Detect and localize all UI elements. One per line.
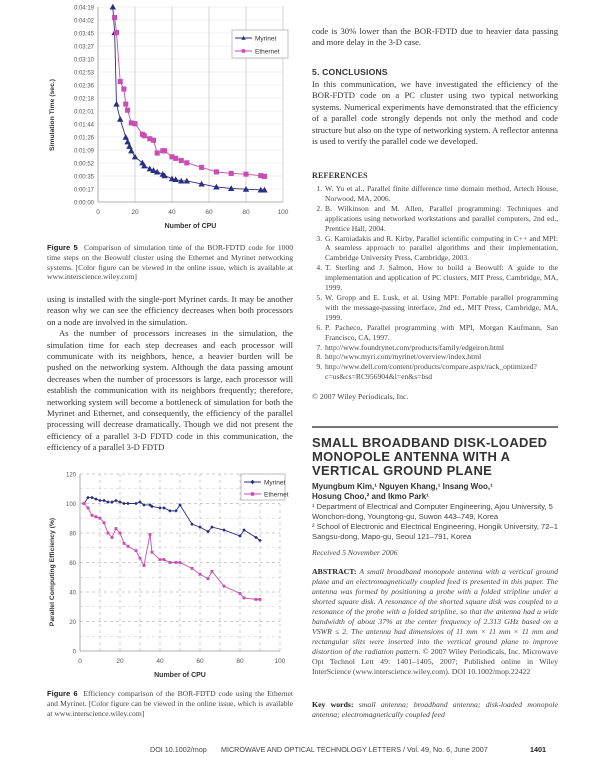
y-tick-label: 0:00:17 (73, 187, 94, 194)
authors-line-2: Hosung Choo,² and Ikmo Park¹ (312, 492, 429, 501)
conclusions-text: In this communication, we have investigated the efficiency of the BOR-FDTD code on a PC cluster using two typical networking systems. Numerical experiments have demonstrated that the efficiency of a parallel code strongly depends not only the method and code structure but also on the type of networking system. A reflector antenna is used to verify the parallel code we developed. (312, 79, 558, 147)
y-tick-label: 0:02:36 (73, 83, 94, 90)
y-tick-label: 60 (69, 561, 76, 567)
x-tick-label: 100 (277, 209, 289, 216)
references-list (312, 184, 558, 382)
left-body-text (47, 294, 293, 454)
abstract-label: ABSTRACT: (312, 567, 357, 576)
reference-item: 4. T. Sterling and J. Salmon, How to build a Beowulf: A guide to the implementation and application of PC clusters, MIT Press, Cambridge, MA, 1999. (324, 263, 558, 293)
x-tick-label: 60 (205, 209, 213, 216)
affiliation-2: ² School of Electronic and Electrical Engineering, Hongik University, 72–1 Sangsu-dong, Mapo-gu, Seoul 121–791, Korea (312, 522, 558, 541)
y-tick-label: 0:04:19 (73, 5, 94, 12)
keywords-text: small antenna; broadband antenna; disk-loaded monopole antenna; electromagnetically coupled feed (312, 700, 558, 719)
legend-ethernet: Ethernet (264, 491, 289, 499)
abstract-text: A small broadband monopole antenna with a vertical ground plane and an electromagnetically coupled feed is presented in this paper. The antenna was formed by positioning a probe with a folded stripline under a shorted square disk. A resonance of the shorted square disk was coupled to a resonance of the probe with a folded stripline, so that the antenna had a wide bandwidth of about 37% at the center frequency of 2.313 GHz based on a VSWR ≤ 2. The antenna had dimensions of 11 mm × 11 mm × 11 mm and rectangular slits were inserted into the vertical ground plane to improve distortion of the radiation pattern. (312, 567, 558, 656)
footer-doi: DOI 10.1002/mop (150, 745, 207, 754)
y-tick-label: 0:03:27 (73, 44, 94, 51)
keywords-label: Key words: (312, 700, 354, 709)
y-tick-label: 40 (69, 590, 76, 597)
x-tick-label: 60 (196, 658, 204, 665)
series-ethernet (83, 502, 262, 601)
legend (241, 474, 289, 500)
y-tick-label: 0 (72, 649, 76, 656)
references-heading: REFERENCES (312, 171, 368, 180)
x-tick-label: 80 (242, 209, 250, 216)
paragraph-2: As the number of processors increases in the simulation, the simulation time for each step decreases and each processor will communicate with its neighbors, hence, a heavier burden will be pushed on the networking system. Although the data passing amount decreases when the number of processors is large, each processor will establish the communication with its neighbors frequently; therefore, networking system will become a bottleneck of simulation for both the Myrinet and Ethernet, and consequently, the efficiency of the parallel processing will decrease dramatically. Though we did not present the efficiency of a parallel 3-D FDTD code in this communication, the efficiency of a parallel 3-D FDTD (47, 328, 293, 453)
figure-6-chart (40, 462, 300, 677)
authors-line-1: Myungbum Kim,¹ Nguyen Khang,¹ Insang Woo,¹ (312, 482, 493, 491)
reference-item: 1. W. Yu et al., Parallel finite difference time domain method, Artech House, Norwood, MA, 2006. (324, 184, 558, 204)
efficiency-chart (40, 462, 300, 677)
y-axis-label: Simulation Time (sec.) (49, 78, 56, 152)
figure-6-label: Figure 6 (47, 689, 78, 698)
y-tick-label: 0:01:26 (73, 135, 94, 142)
y-tick-label: 0:03:45 (73, 31, 94, 38)
y-tick-label: 0:02:01 (73, 109, 94, 116)
copyright: © 2007 Wiley Periodicals, Inc. (312, 392, 409, 401)
y-tick-label: 0:03:10 (73, 57, 94, 64)
simulation-time-chart (40, 0, 300, 235)
series-myrinet (82, 496, 262, 542)
reference-item: 7. http://www.foundrynet.com/products/family/edgeiron.html (324, 343, 558, 353)
figure-6-caption (47, 689, 293, 718)
affiliations (312, 502, 562, 542)
legend-myrinet: Myrinet (264, 479, 286, 487)
y-axis-label: Parallel Computing Efficiency (%) (49, 517, 56, 627)
affiliation-1: ¹ Department of Electrical and Computer Engineering, Ajou University, 5 Wonchon-dong, Youngtong-gu, Suwon 443–749, Korea (312, 502, 553, 521)
conclusions-heading: 5. CONCLUSIONS (312, 67, 388, 77)
figure-6-caption-text: Efficiency comparison of the BOR-FDTD code using the Ethernet and Myrinet. [Color figure can be viewed in the online issue, which is available at www.interscience.wiley.com] (47, 689, 294, 718)
reference-item: 8. http://www.myri.com/myrinet/overview/index.html (324, 352, 558, 362)
y-tick-label: 0:01:09 (73, 148, 94, 155)
abstract (312, 567, 558, 677)
y-tick-label: 0:00:00 (73, 200, 94, 207)
y-tick-label: 0:00:35 (73, 174, 94, 181)
article-title (312, 436, 562, 478)
x-tick-label: 0 (96, 209, 100, 216)
y-tick-label: 80 (69, 531, 76, 538)
y-tick-label: 120 (65, 472, 76, 479)
figure-5-chart (40, 0, 300, 235)
x-axis-label: Number of CPU (164, 223, 217, 230)
figure-5-caption (47, 243, 293, 282)
reference-item: 5. W. Gropp and E. Lusk, et al. Using MPI: Portable parallel programming with the message-passing interface, 2nd ed., MIT Press, Cambridge, MA, 1999. (324, 293, 558, 323)
keywords (312, 700, 558, 720)
figure-5-label: Figure 5 (47, 243, 78, 252)
x-tick-label: 100 (274, 658, 286, 665)
figure-5-caption-text: Comparison of simulation time of the BOR-FDTD code for 1000 time steps on the Beowulf cluster using the Ethernet and Myrinet networking systems. [Color figure can be viewed in the online issue, which is available at www.interscience.wiley.com] (47, 243, 294, 282)
y-tick-label: 0:00:52 (73, 161, 94, 168)
title-line-3: VERTICAL GROUND PLANE (312, 463, 493, 478)
abstract-citation: © 2007 Wiley Periodicals, Inc. Microwave Opt Technol Lett 49: 1401–1405, 2007; Published online in Wiley InterScience (www.interscience.wiley.com). DOI 10.1002/mop.22422 (312, 647, 558, 676)
reference-item: 3. G. Karniadakis and R. Kirby, Parallel scientific computing in C++ and MPI: A seamless approach to parallel algorithms and their implementation, Cambridge University Press, Cambridge, 2003. (324, 234, 558, 264)
x-tick-label: 40 (156, 658, 164, 665)
legend (232, 30, 288, 58)
footer-page-number: 1401 (530, 745, 546, 754)
footer-journal: MICROWAVE AND OPTICAL TECHNOLOGY LETTERS / Vol. 49, No. 6, June 2007 (221, 745, 488, 754)
y-tick-label: 0:02:18 (73, 96, 94, 103)
x-tick-label: 80 (236, 658, 244, 665)
paragraph-1: using is installed with the single-port Myrinet cards. It may be another reason why we can see the efficiency decreases when both processors on a node are involved in the simulation. (47, 294, 293, 327)
x-axis-label: Number of CPU (154, 672, 206, 677)
continuation-text: code is 30% lower than the BOR-FDTD due to heavier data passing and more delay in the 3-D case. (312, 26, 558, 48)
x-tick-label: 20 (131, 209, 139, 216)
x-tick-label: 20 (116, 658, 124, 665)
y-tick-label: 0:01:44 (73, 122, 94, 129)
section-divider (312, 426, 558, 428)
reference-item: 2. B. Wilkinson and M. Allen, Parallel programming: Techniques and applications using networked workstations and parallel computers, 2nd ed., Prentice Hall, 2004. (324, 204, 558, 234)
reference-item: 9. http://www.dell.com/content/products/compare.aspx/rack_optimized?c=us&cs=RC956904&l=en&s=bsd (324, 362, 558, 382)
received-date: Received 5 November 2006 (312, 548, 398, 557)
y-tick-label: 20 (69, 620, 76, 626)
y-tick-label: 0:04:02 (73, 18, 94, 25)
y-tick-label: 0:02:53 (73, 70, 94, 77)
y-tick-label: 100 (65, 502, 76, 508)
reference-item: 6. P. Pacheco, Parallel programming with MPI, Morgan Kaufmann, San Francisco, CA, 1997. (324, 323, 558, 343)
x-tick-label: 40 (168, 209, 176, 216)
x-tick-label: 0 (78, 658, 82, 665)
title-line-2: MONOPOLE ANTENNA WITH A (312, 449, 511, 464)
legend-myrinet: Myrinet (255, 35, 277, 43)
title-line-1: SMALL BROADBAND DISK-LOADED (312, 435, 548, 450)
authors (312, 482, 562, 502)
legend-ethernet: Ethernet (255, 48, 280, 56)
